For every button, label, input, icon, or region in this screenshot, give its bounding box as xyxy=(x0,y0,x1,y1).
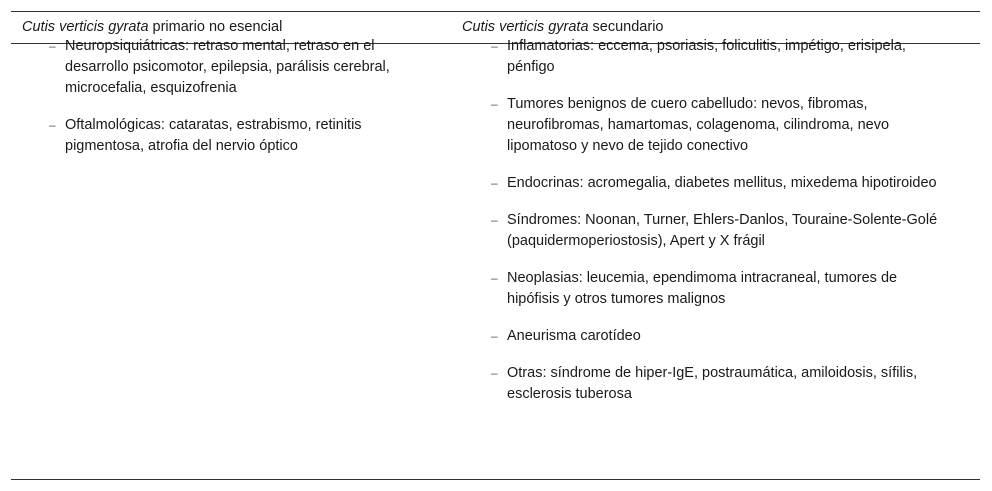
list-item-text: Endocrinas: acromegalia, diabetes mellitus, mixedema hipotiroideo xyxy=(507,175,937,191)
header-primary-italic: Cutis verticis gyrata xyxy=(22,19,149,35)
list-item-text: Aneurisma carotídeo xyxy=(507,328,641,344)
bullet-dash: – xyxy=(49,118,56,132)
bullet-dash: – xyxy=(491,213,498,227)
list-item xyxy=(491,326,951,347)
header-secondary-italic: Cutis verticis gyrata xyxy=(462,19,589,35)
secondary-column xyxy=(491,36,951,421)
list-item xyxy=(491,173,951,194)
list-item-text: Neoplasias: leucemia, ependimoma intracraneal, tumores de hipófisis y otros tumores malignos xyxy=(507,270,898,307)
list-item xyxy=(49,115,439,157)
list-item-text: Síndromes: Noonan, Turner, Ehlers-Danlos, Touraine-Solente-Golé (paquidermoperiostosis), Apert y X frágil xyxy=(507,212,938,249)
list-item-text: Otras: síndrome de hiper-IgE, postraumática, amiloidosis, sífilis, esclerosis tuberosa xyxy=(507,365,918,402)
list-item-text: Tumores benignos de cuero cabelludo: nevos, fibromas, neurofibromas, hamartomas, colagenoma, cilindroma, nevo lipomatoso y nevo de tejido conectivo xyxy=(507,96,890,154)
bullet-dash: – xyxy=(491,329,498,343)
bullet-dash: – xyxy=(49,39,56,53)
list-item-text: Inflamatorias: eccema, psoriasis, foliculitis, impétigo, erisipela, pénfigo xyxy=(507,38,906,75)
header-secondary-rest: secundario xyxy=(588,19,664,35)
list-item-text: Neuropsiquiátricas: retraso mental, retraso en el desarrollo psicomotor, epilepsia, parálisis cerebral, microcefalia, esquizofrenia xyxy=(65,38,390,96)
bullet-dash: – xyxy=(491,271,498,285)
list-item xyxy=(491,210,951,252)
list-item-text: Oftalmológicas: cataratas, estrabismo, retinitis pigmentosa, atrofia del nervio óptico xyxy=(65,117,362,154)
list-item xyxy=(491,268,951,310)
bullet-dash: – xyxy=(491,176,498,190)
header-primary-rest: primario no esencial xyxy=(148,19,283,35)
primary-column xyxy=(49,36,439,173)
bullet-dash: – xyxy=(491,39,498,53)
list-item xyxy=(491,94,951,157)
header-primary xyxy=(22,19,282,35)
header-secondary xyxy=(462,19,663,35)
list-item xyxy=(491,363,951,405)
bullet-dash: – xyxy=(491,97,498,111)
bullet-dash: – xyxy=(491,366,498,380)
list-item xyxy=(49,36,439,99)
list-item xyxy=(491,36,951,78)
